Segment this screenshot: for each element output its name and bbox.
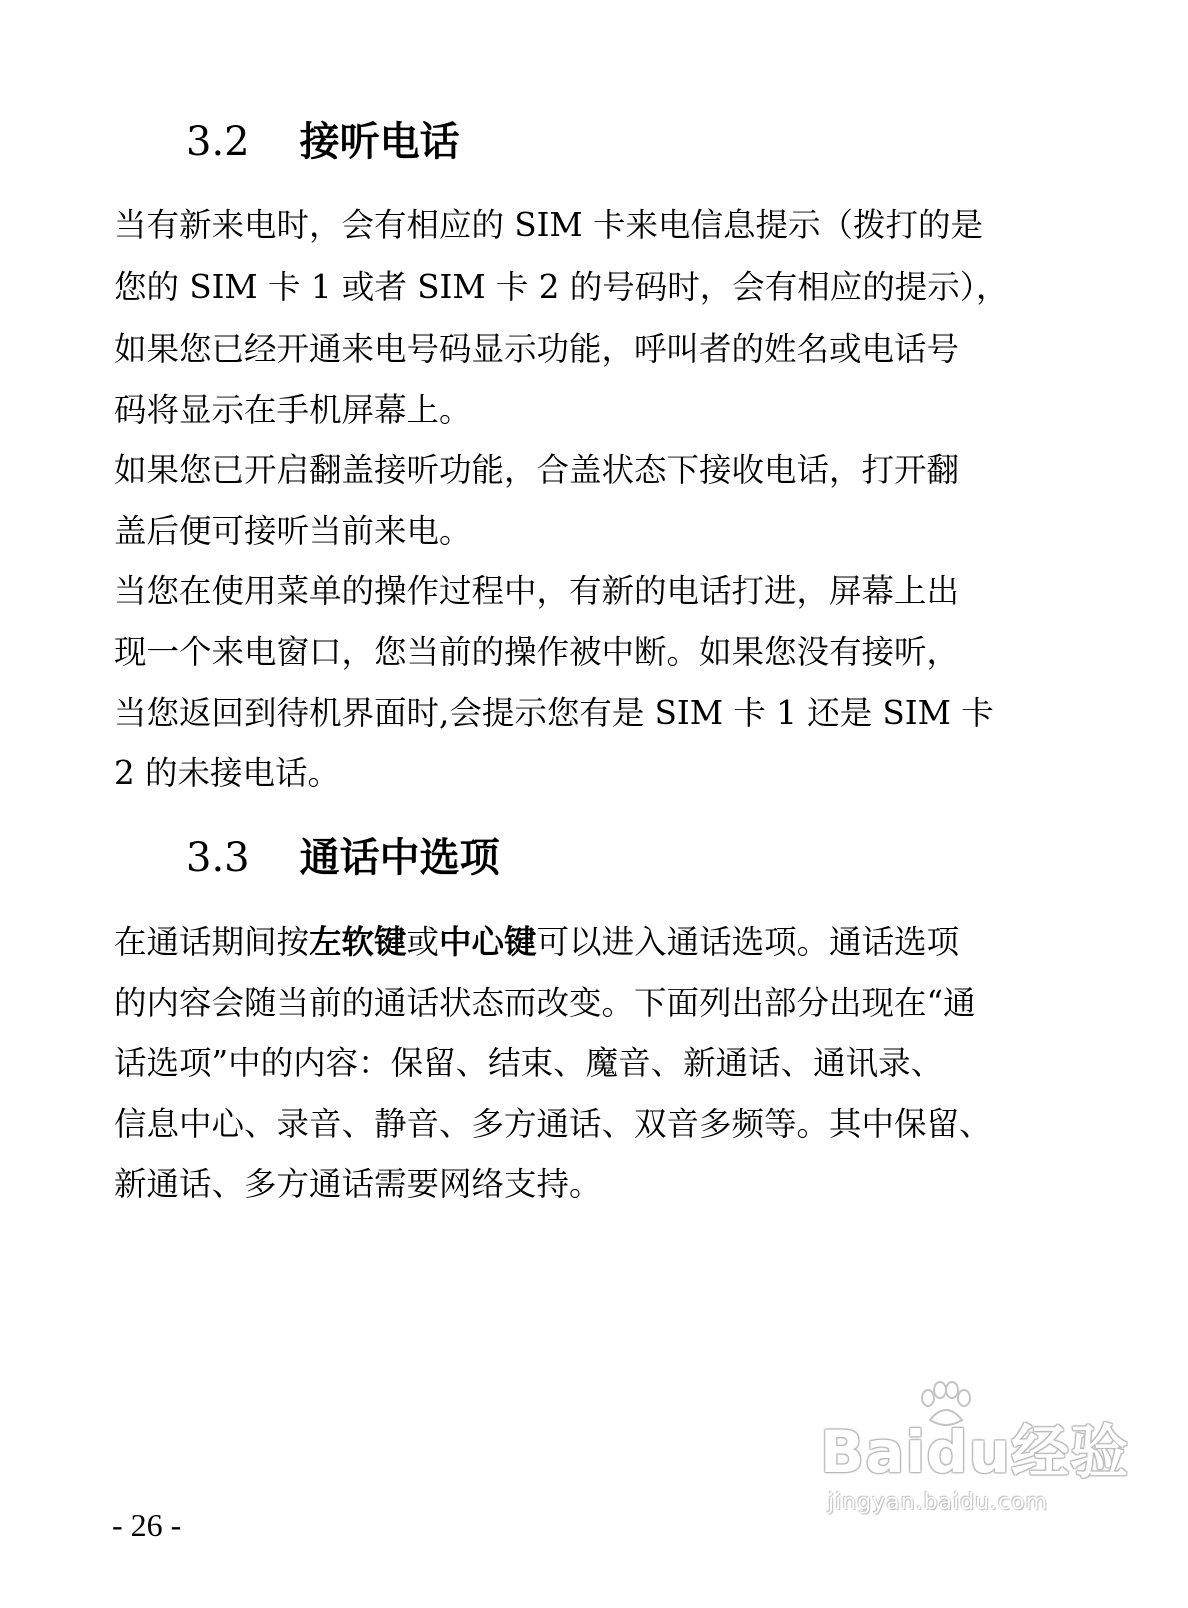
page-number: - 26 -	[112, 1507, 182, 1543]
text-run: 在通话期间按	[114, 923, 310, 961]
paragraph-line: 如果您已经开通来电号码显示功能，呼叫者的姓名或电话号	[114, 330, 960, 368]
text-run: 或	[406, 923, 440, 961]
paragraph-line: 现一个来电窗口，您当前的操作被中断。如果您没有接听，	[114, 633, 960, 671]
paragraph-line: 盖后便可接听当前来电。	[114, 512, 472, 550]
paragraph-line: 2 的未接电话。	[114, 754, 341, 792]
paragraph-line: 的内容会随当前的通话状态而改变。下面列出部分出现在“通	[114, 984, 976, 1022]
paragraph-line: 当有新来电时，会有相应的 SIM 卡来电信息提示（拨打的是	[114, 206, 984, 244]
paragraph-line	[114, 920, 959, 964]
watermark-url: jingyan.baidu.com	[828, 1490, 1049, 1515]
paragraph-line: 您的 SIM 卡 1 或者 SIM 卡 2 的号码时，会有相应的提示），	[114, 268, 1009, 306]
baidu-jingyan-watermark	[820, 1380, 1130, 1530]
watermark-logo-text: Baidu经验	[820, 1418, 1130, 1486]
text-run: 可以进入通话选项。通话选项	[536, 923, 960, 961]
section-heading-3-3	[186, 834, 500, 882]
section-title: 通话中选项	[299, 835, 500, 881]
section-title: 接听电话	[299, 119, 460, 165]
key-name-left-soft-key: 左软键	[309, 923, 407, 961]
section-number: 3.3	[186, 835, 250, 881]
section-heading-3-2	[186, 118, 460, 166]
paragraph-line: 当您返回到待机界面时,会提示您有是 SIM 卡 1 还是 SIM 卡	[114, 694, 994, 732]
paragraph-line: 话选项”中的内容：保留、结束、魔音、新通话、通讯录、	[114, 1044, 944, 1082]
paragraph-line: 如果您已开启翻盖接听功能，合盖状态下接收电话，打开翻	[114, 451, 960, 489]
section-number: 3.2	[186, 119, 250, 165]
paragraph-line: 新通话、多方通话需要网络支持。	[114, 1165, 602, 1203]
key-name-center-key: 中心键	[439, 923, 537, 961]
paragraph-line: 当您在使用菜单的操作过程中，有新的电话打进，屏幕上出	[114, 572, 960, 610]
paragraph-line: 信息中心、录音、静音、多方通话、双音多频等。其中保留、	[114, 1105, 992, 1143]
paragraph-line: 码将显示在手机屏幕上。	[114, 391, 472, 429]
